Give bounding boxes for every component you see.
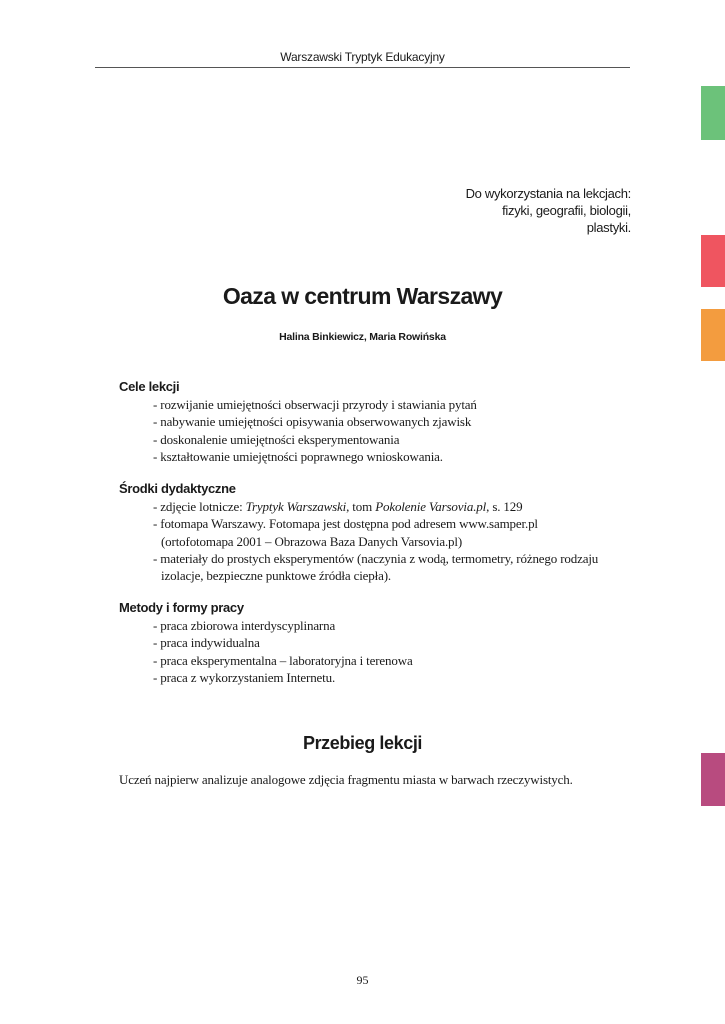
- list-item: - nabywanie umiejętności opisywania obserwowanych zjawisk: [153, 414, 472, 430]
- section-heading: Metody i formy pracy: [119, 600, 244, 615]
- item-text: - fotomapa Warszawy. Fotomapa jest dostępna pod adresem www.samper.pl: [153, 516, 538, 532]
- header-rule: [95, 67, 630, 68]
- book-title: Tryptyk Warszawski: [245, 499, 347, 514]
- item-continuation: izolacje, bezpieczne punktowe źródła ciepła).: [161, 568, 392, 584]
- side-tab-orange: [701, 309, 725, 361]
- section-title-lesson-flow: Przebieg lekcji: [302, 733, 423, 753]
- item-text: , tom: [346, 499, 376, 514]
- side-tab-green: [701, 86, 725, 140]
- list-item: - kształtowanie umiejętności poprawnego wnioskowania.: [153, 448, 443, 464]
- volume-title: Pokolenie Varsovia.pl: [375, 499, 487, 514]
- section-goals: [119, 379, 639, 465]
- item-text: - materiały do prostych eksperymentów (naczynia z wodą, termometry, różnego rodzaju: [153, 550, 599, 566]
- lesson-flow-paragraph: Uczeń najpierw analizuje analogowe zdjęcia fragmentu miasta w barwach rzeczywistych.: [119, 772, 573, 787]
- list-item: [153, 515, 639, 550]
- methods-list: [119, 617, 639, 686]
- usage-line: fizyki, geografii, biologii,: [502, 203, 631, 218]
- usage-note: [331, 185, 631, 236]
- side-tab-red: [701, 235, 725, 287]
- list-item: - doskonalenie umiejętności eksperymentowania: [153, 431, 400, 447]
- running-header: Warszawski Tryptyk Edukacyjny: [280, 50, 445, 64]
- list-item: - praca eksperymentalna – laboratoryjna i terenowa: [153, 652, 413, 668]
- usage-line: plastyki.: [586, 220, 631, 235]
- list-item: - praca zbiorowa interdyscyplinarna: [153, 618, 336, 633]
- item-text: - zdjęcie lotnicze:: [153, 499, 246, 514]
- item-text: , s. 129: [486, 499, 523, 514]
- authors: Halina Binkiewicz, Maria Rowińska: [279, 331, 446, 343]
- aids-list: [119, 498, 639, 584]
- side-tab-purple: [701, 753, 725, 806]
- goals-list: [119, 396, 639, 465]
- section-methods: [119, 600, 639, 686]
- section-heading: Cele lekcji: [119, 379, 180, 394]
- list-item: - rozwijanie umiejętności obserwacji przyrody i stawiania pytań: [153, 397, 477, 412]
- list-item: - praca indywidualna: [153, 635, 260, 651]
- item-continuation: (ortofotomapa 2001 – Obrazowa Baza Danych Varsovia.pl): [161, 533, 463, 549]
- list-item: - praca z wykorzystaniem Internetu.: [153, 669, 336, 685]
- section-teaching-aids: [119, 481, 639, 584]
- section-heading: Środki dydaktyczne: [119, 481, 236, 496]
- lesson-title: Oaza w centrum Warszawy: [222, 283, 503, 309]
- list-item: [153, 498, 639, 515]
- usage-line: Do wykorzystania na lekcjach:: [465, 186, 631, 201]
- list-item: [153, 550, 639, 585]
- page-number: 95: [356, 973, 369, 987]
